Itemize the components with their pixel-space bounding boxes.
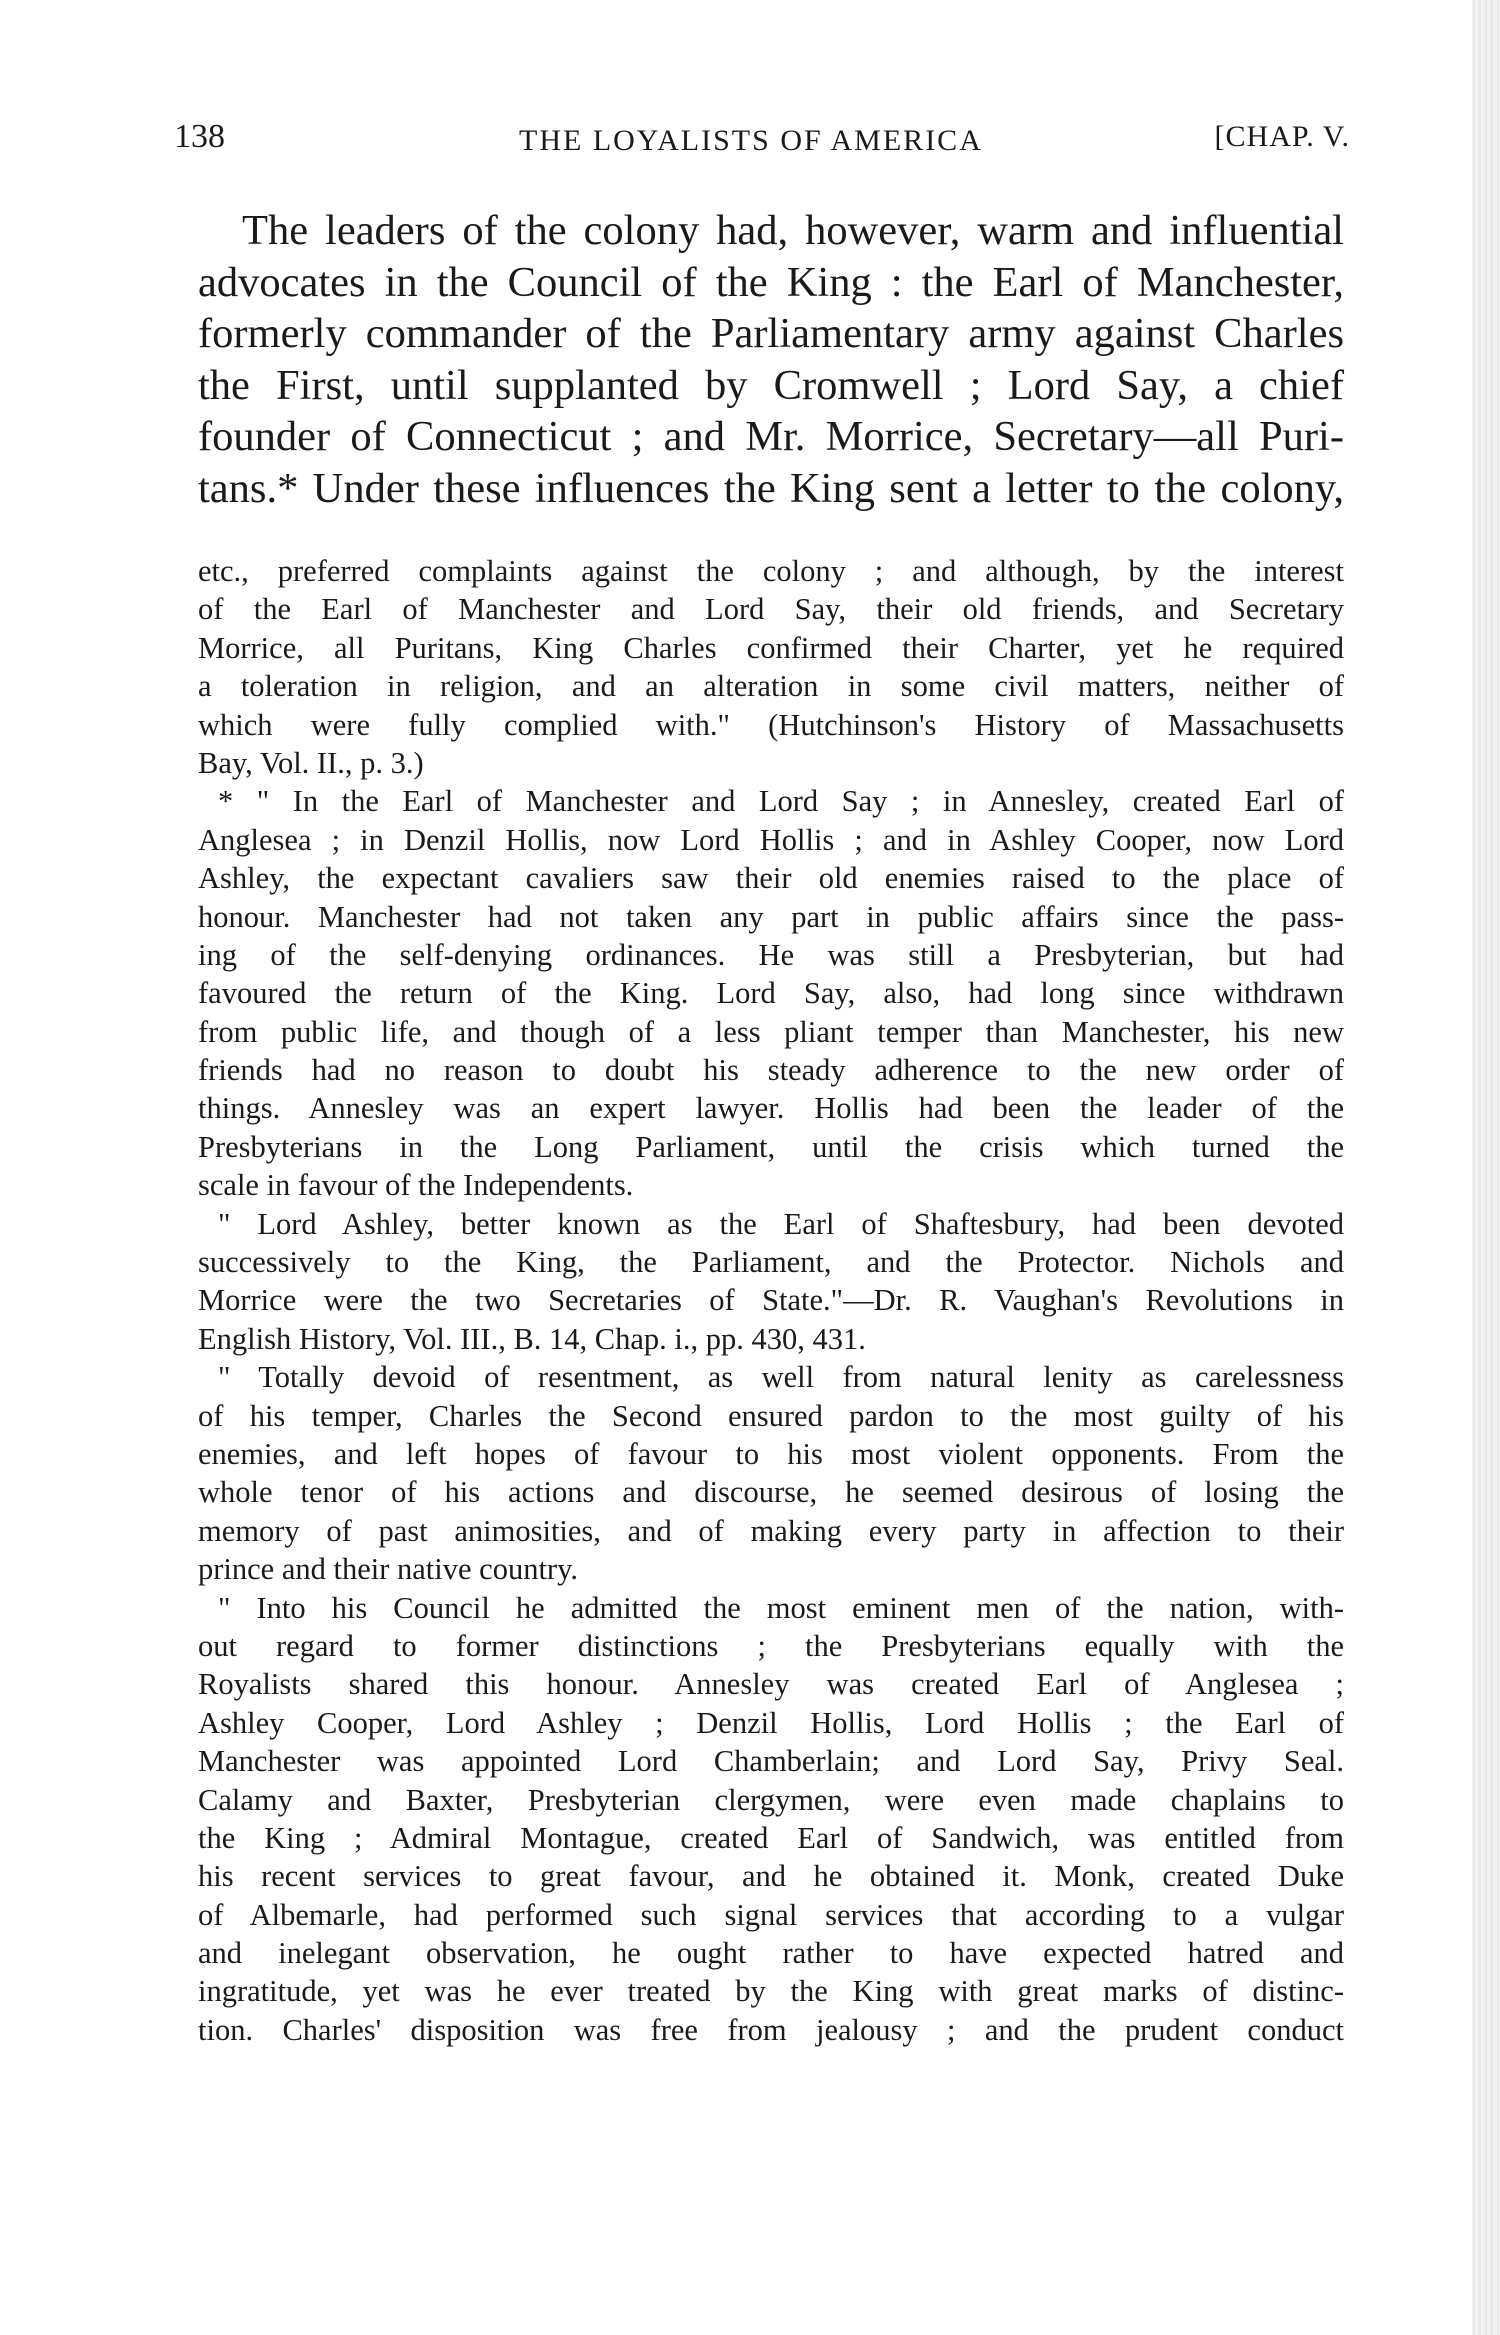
footnote-line: and inelegant observation, he ought rather to have expected hatred and	[198, 1936, 1344, 1971]
main-text-line: tans.* Under these influences the King sent a letter to the colony,	[198, 464, 1344, 512]
footnote-line: out regard to former distinctions ; the Presbyterians equally with the	[198, 1628, 1344, 1663]
footnote-line: friends had no reason to doubt his steady adherence to the new order of	[198, 1053, 1344, 1088]
footnote-line: from public life, and though of a less pliant temper than Manchester, his new	[198, 1014, 1344, 1049]
footnote-line: Calamy and Baxter, Presbyterian clergymen, were even made chaplains to	[198, 1782, 1344, 1817]
footnote-line: scale in favour of the Independents.	[198, 1168, 634, 1203]
footnote-line: favoured the return of the King. Lord Say, also, had long since withdrawn	[198, 976, 1344, 1011]
footnote-line: of the Earl of Manchester and Lord Say, their old friends, and Secretary	[198, 592, 1344, 627]
footnote-line: memory of past animosities, and of making every party in affection to their	[198, 1513, 1344, 1548]
footnote-line: ing of the self-denying ordinances. He was still a Presbyterian, but had	[198, 937, 1344, 972]
running-title: THE LOYALISTS OF AMERICA	[519, 124, 983, 157]
footnote-line: a toleration in religion, and an alteration in some civil matters, neither of	[198, 669, 1344, 704]
footnote-line: tion. Charles' disposition was free from jealousy ; and the prudent conduct	[198, 2012, 1344, 2047]
footnote-line: " Totally devoid of resentment, as well from natural lenity as carelessness	[218, 1360, 1344, 1395]
main-text-line: founder of Connecticut ; and Mr. Morrice, Secretary—all Puri-	[198, 413, 1344, 460]
footnotes	[198, 552, 1344, 2049]
footnote-line: whole tenor of his actions and discourse, he seemed desirous of losing the	[198, 1475, 1344, 1510]
main-text-line: The leaders of the colony had, however, warm and influential	[242, 207, 1344, 254]
footnote-line: his recent services to great favour, and he obtained it. Monk, created Duke	[198, 1859, 1344, 1894]
footnote-line: of Albemarle, had performed such signal services that according to a vulgar	[198, 1897, 1344, 1932]
page-header	[174, 118, 1350, 178]
footnote-line: Manchester was appointed Lord Chamberlain; and Lord Say, Privy Seal.	[198, 1744, 1344, 1779]
footnote-line: enemies, and left hopes of favour to his most violent opponents. From the	[198, 1436, 1344, 1471]
footnote-line: which were fully complied with." (Hutchinson's History of Massachusetts	[198, 707, 1344, 742]
footnote-line: " Into his Council he admitted the most eminent men of the nation, with-	[218, 1590, 1344, 1625]
footnote-line: Morrice were the two Secretaries of State."—Dr. R. Vaughan's Revolutions in	[198, 1283, 1344, 1318]
page-edge-scan-shading	[1472, 0, 1500, 2335]
main-text-line: the First, until supplanted by Cromwell ; Lord Say, a chief	[198, 361, 1344, 409]
footnote-continuation	[198, 552, 1344, 782]
main-text-line: formerly commander of the Parliamentary army against Charles	[198, 310, 1344, 357]
footnote-line: Bay, Vol. II., p. 3.)	[198, 745, 424, 780]
footnote-line: Ashley, the expectant cavaliers saw their old enemies raised to the place of	[198, 861, 1344, 896]
footnote-quote-council	[198, 1589, 1344, 2050]
footnote-line: Presbyterians in the Long Parliament, until the crisis which turned the	[198, 1129, 1344, 1164]
main-text-line: advocates in the Council of the King : the Earl of Manchester,	[198, 258, 1344, 306]
footnote-quote-resentment	[198, 1358, 1344, 1588]
footnote-line: prince and their native country.	[198, 1552, 578, 1587]
chapter-mark: [CHAP. V.	[1214, 120, 1350, 153]
footnote-line: * " In the Earl of Manchester and Lord Say ; in Annesley, created Earl of	[218, 784, 1344, 819]
footnote-line: things. Annesley was an expert lawyer. Hollis had been the leader of the	[198, 1091, 1344, 1126]
footnote-quote-ashley	[198, 1205, 1344, 1359]
main-paragraph	[198, 205, 1344, 514]
footnote-line: Morrice, all Puritans, King Charles confirmed their Charter, yet he required	[198, 630, 1344, 665]
footnote-line: the King ; Admiral Montague, created Earl of Sandwich, was entitled from	[198, 1820, 1344, 1855]
footnote-line: Royalists shared this honour. Annesley was created Earl of Anglesea ;	[198, 1667, 1344, 1702]
footnote-line: Anglesea ; in Denzil Hollis, now Lord Hollis ; and in Ashley Cooper, now Lord	[198, 822, 1344, 857]
footnote-line: " Lord Ashley, better known as the Earl of Shaftesbury, had been devoted	[218, 1206, 1344, 1241]
footnote-line: of his temper, Charles the Second ensured pardon to the most guilty of his	[198, 1398, 1344, 1433]
footnote-line: etc., preferred complaints against the colony ; and although, by the interest	[198, 554, 1344, 588]
footnote-line: ingratitude, yet was he ever treated by the King with great marks of distinc-	[198, 1974, 1344, 2009]
footnote-line: Ashley Cooper, Lord Ashley ; Denzil Hollis, Lord Hollis ; the Earl of	[198, 1705, 1344, 1740]
footnote-line: honour. Manchester had not taken any part in public affairs since the pass-	[198, 899, 1344, 934]
footnote-line: English History, Vol. III., B. 14, Chap. i., pp. 430, 431.	[198, 1321, 866, 1356]
footnote-line: successively to the King, the Parliament, and the Protector. Nichols and	[198, 1245, 1344, 1280]
page-number: 138	[174, 118, 225, 155]
footnote-star	[198, 782, 1344, 1204]
